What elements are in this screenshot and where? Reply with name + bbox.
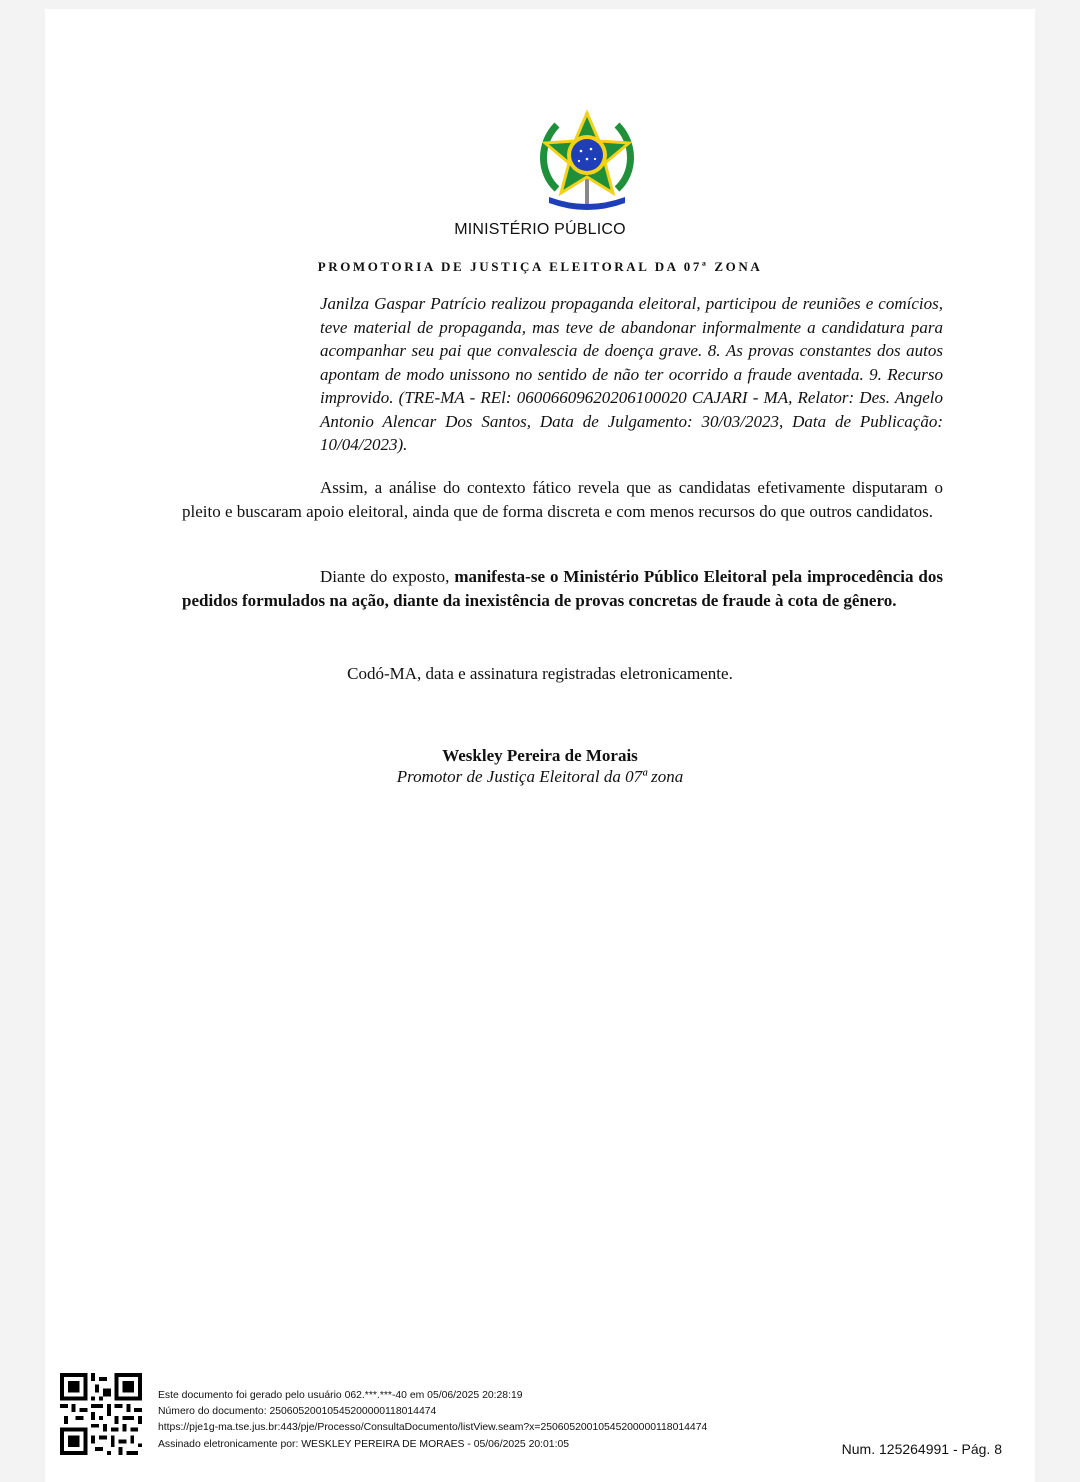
page-number: Num. 125264991 - Pág. 8 <box>841 1441 1002 1457</box>
footer-signature-line: Assinado eletronicamente por: WESKLEY PEREIRA DE MORAES - 05/06/2025 20:01:05 <box>158 1438 570 1450</box>
footer-url-link[interactable]: https://pje1g-ma.tse.jus.br:443/pje/Processo/ConsultaDocumento/listView.seam?x=25060520010545200000118014474 <box>158 1422 708 1434</box>
signer-name: Weskley Pereira de Morais <box>442 746 638 765</box>
signer-role: Promotor de Justiça Eleitoral da 07ª zona <box>396 767 684 786</box>
conclusion-bold: manifesta-se o Ministério Público Eleitoral pela improcedência dos pedidos formulados na ação, diante da inexistência de provas concretas de fraude à cota de gênero. <box>182 567 943 610</box>
document-page <box>45 9 1035 1482</box>
document-footer <box>158 1388 707 1453</box>
office-title: PROMOTORIA DE JUSTIÇA ELEITORAL DA 07ª ZONA <box>317 259 763 274</box>
closing-line: Codó-MA, data e assinatura registradas eletronicamente. <box>347 664 733 683</box>
ministry-title: MINISTÉRIO PÚBLICO <box>454 221 626 238</box>
qr-code-icon[interactable] <box>60 1373 142 1455</box>
conclusion-lead: Diante do exposto, <box>320 567 455 586</box>
footer-generated-line: Este documento foi gerado pelo usuário 062.***.***-40 em 05/06/2025 20:28:19 <box>158 1390 523 1401</box>
coat-of-arms-icon <box>521 107 653 217</box>
footer-document-number: Número do documento: 25060520010545200000118014474 <box>158 1406 437 1418</box>
jurisprudence-quote: Janilza Gaspar Patrício realizou propaganda eleitoral, participou de reuniões e comícios, teve material de propaganda, mas teve de abandonar informalmente a candidatura para acompanhar seu pai que convalescia de doença grave. 8. As provas constantes dos autos apontam de modo unissono no sentido de não ter ocorrido a fraude aventada. 9. Recurso improvido. (TRE-MA - REl: 06006609620206100020 CAJARI - MA, Relator: Des. Angelo Antonio Alencar Dos Santos, Data de Julgamento: 30/03/2023, Data de Publicação: 10/04/2023). <box>320 294 943 454</box>
analysis-paragraph: Assim, a análise do contexto fático revela que as candidatas efetivamente disputaram o pleito e buscaram apoio eleitoral, ainda que de forma discreta e com menos recursos do que outros candidatos. <box>182 478 943 521</box>
conclusion-paragraph <box>182 565 943 612</box>
